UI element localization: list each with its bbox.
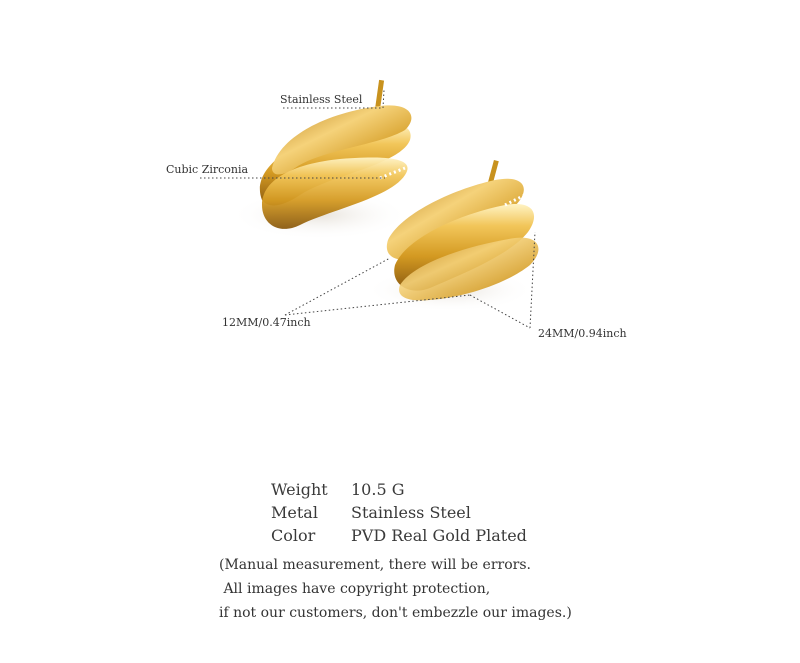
spec-row-metal bbox=[271, 501, 527, 524]
spec-value: Stainless Steel bbox=[351, 503, 471, 522]
spec-row-color bbox=[271, 524, 527, 547]
spec-table bbox=[271, 478, 527, 547]
height-measurement-label: 24MM/0.94inch bbox=[538, 327, 627, 340]
spec-label: Metal bbox=[271, 503, 318, 522]
cubic-zirconia-callout: Cubic Zirconia bbox=[166, 163, 249, 176]
disclaimer-line: if not our customers, don't embezzle our images.) bbox=[219, 605, 572, 621]
spec-label: Color bbox=[271, 526, 316, 545]
spec-value: 10.5 G bbox=[351, 480, 405, 499]
spec-value: PVD Real Gold Plated bbox=[351, 526, 527, 545]
spec-row-weight bbox=[271, 478, 527, 501]
disclaimer-line: (Manual measurement, there will be errors. bbox=[219, 557, 531, 573]
width-measurement-label: 12MM/0.47inch bbox=[222, 316, 311, 329]
disclaimer-line: All images have copyright protection, bbox=[219, 581, 491, 597]
disclaimer bbox=[219, 553, 572, 625]
stainless-steel-callout: Stainless Steel bbox=[280, 93, 363, 106]
spec-label: Weight bbox=[271, 480, 328, 499]
